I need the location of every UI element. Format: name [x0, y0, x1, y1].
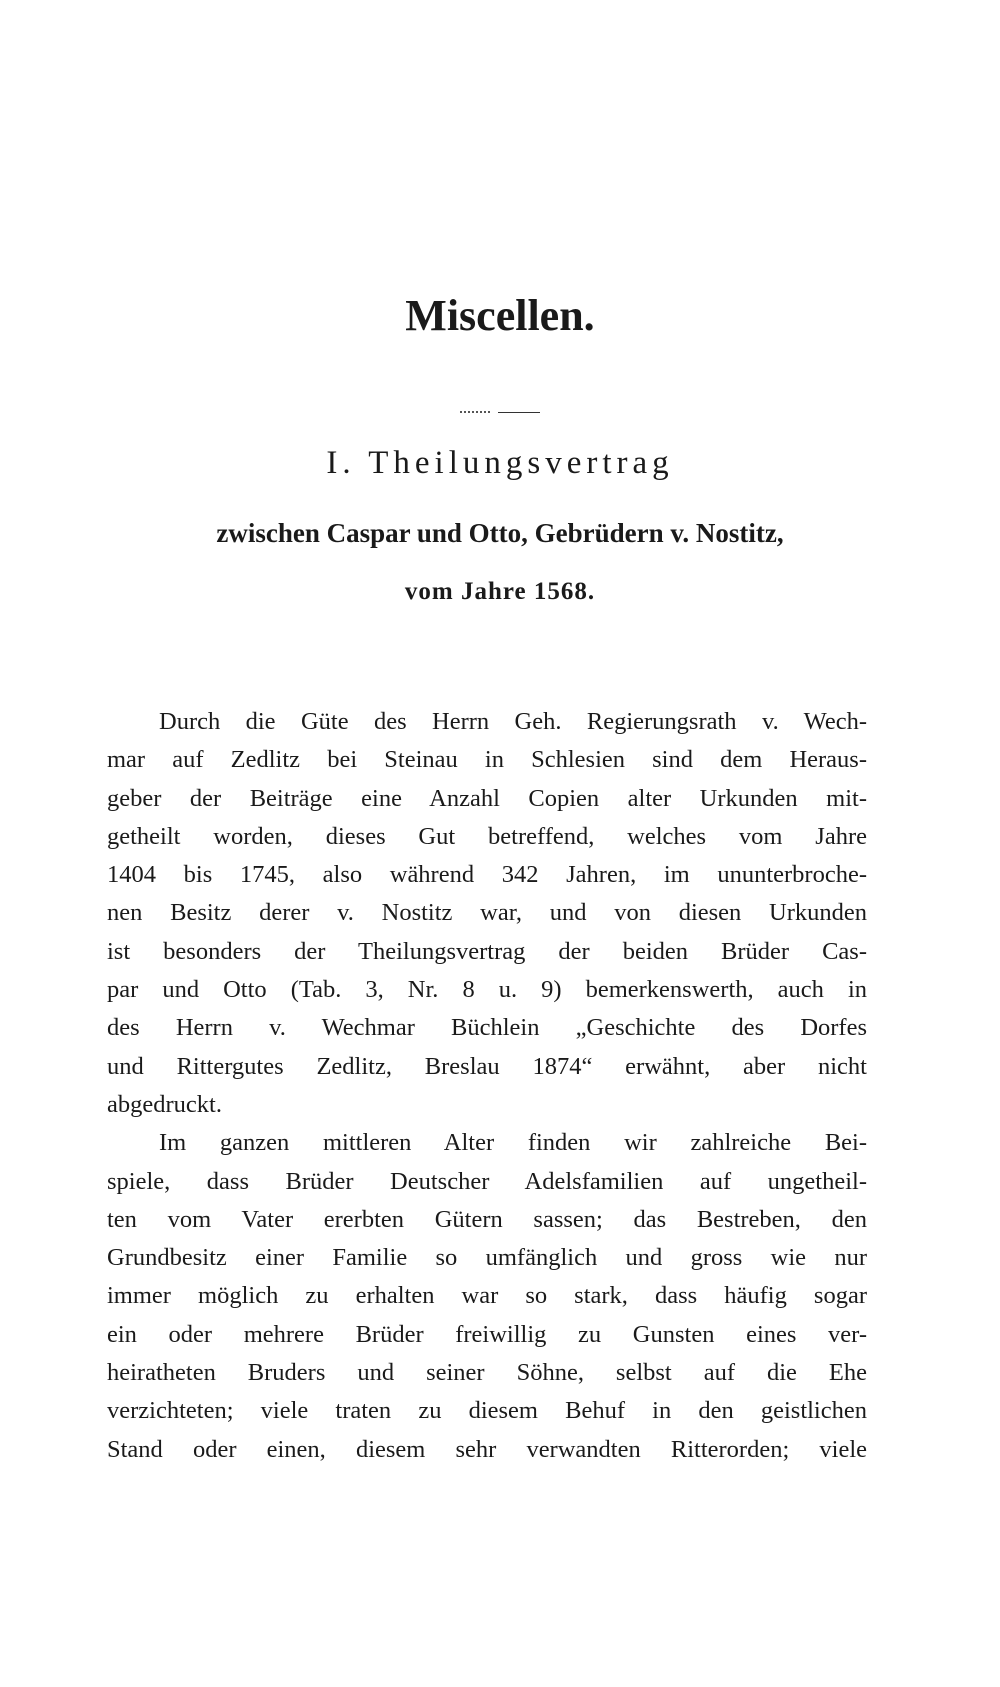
divider-dots [460, 411, 490, 415]
divider-rule [498, 412, 540, 413]
article-date: vom Jahre 1568. [404, 578, 596, 605]
text-line: Stand oder einen, diesem sehr verwandten Ritterorden; viele [107, 1435, 867, 1463]
text-line: spiele, dass Brüder Deutscher Adelsfamilien auf ungetheil- [107, 1167, 867, 1195]
text-line: heiratheten Bruders und seiner Söhne, selbst auf die Ehe [107, 1359, 867, 1387]
text-line: ein oder mehrere Brüder freiwillig zu Gunsten eines ver- [107, 1320, 867, 1348]
article-title: I. Theilungsvertrag [326, 445, 674, 481]
text-line: und Rittergutes Zedlitz, Breslau 1874“ erwähnt, aber nicht [107, 1052, 867, 1080]
title-divider [0, 402, 1000, 412]
text-line: abgedruckt. [107, 1090, 222, 1118]
paragraph-2 [107, 1124, 867, 1469]
section-title: Miscellen. [405, 291, 595, 340]
text-line: verzichteten; viele traten zu diesem Behuf in den geistlichen [107, 1397, 867, 1425]
text-line: geber der Beiträge eine Anzahl Copien alter Urkunden mit- [107, 784, 867, 812]
text-line: nen Besitz derer v. Nostitz war, und von diesen Urkunden [107, 899, 867, 927]
text-line: par und Otto (Tab. 3, Nr. 8 u. 9) bemerkenswerth, auch in [107, 976, 867, 1004]
text-line: des Herrn v. Wechmar Büchlein „Geschichte des Dorfes [107, 1014, 867, 1042]
text-line: Im ganzen mittleren Alter finden wir zahlreiche Bei- [159, 1129, 867, 1157]
text-line: immer möglich zu erhalten war so stark, dass häufig sogar [107, 1282, 867, 1310]
paragraph-1 [107, 703, 867, 1124]
text-line: getheilt worden, dieses Gut betreffend, welches vom Jahre [107, 822, 867, 850]
text-line: Durch die Güte des Herrn Geh. Regierungsrath v. Wech- [159, 708, 867, 735]
article-subtitle: zwischen Caspar und Otto, Gebrüdern v. Nostitz, [216, 518, 784, 548]
text-line: 1404 bis 1745, also während 342 Jahren, im ununterbroche- [107, 861, 867, 889]
text-line: Grundbesitz einer Familie so umfänglich und gross wie nur [107, 1244, 867, 1272]
text-line: ten vom Vater ererbten Gütern sassen; das Bestreben, den [107, 1205, 867, 1233]
text-line: ist besonders der Theilungsvertrag der beiden Brüder Cas- [107, 937, 867, 965]
text-line: mar auf Zedlitz bei Steinau in Schlesien sind dem Heraus- [107, 746, 867, 774]
body-text [107, 703, 867, 1469]
